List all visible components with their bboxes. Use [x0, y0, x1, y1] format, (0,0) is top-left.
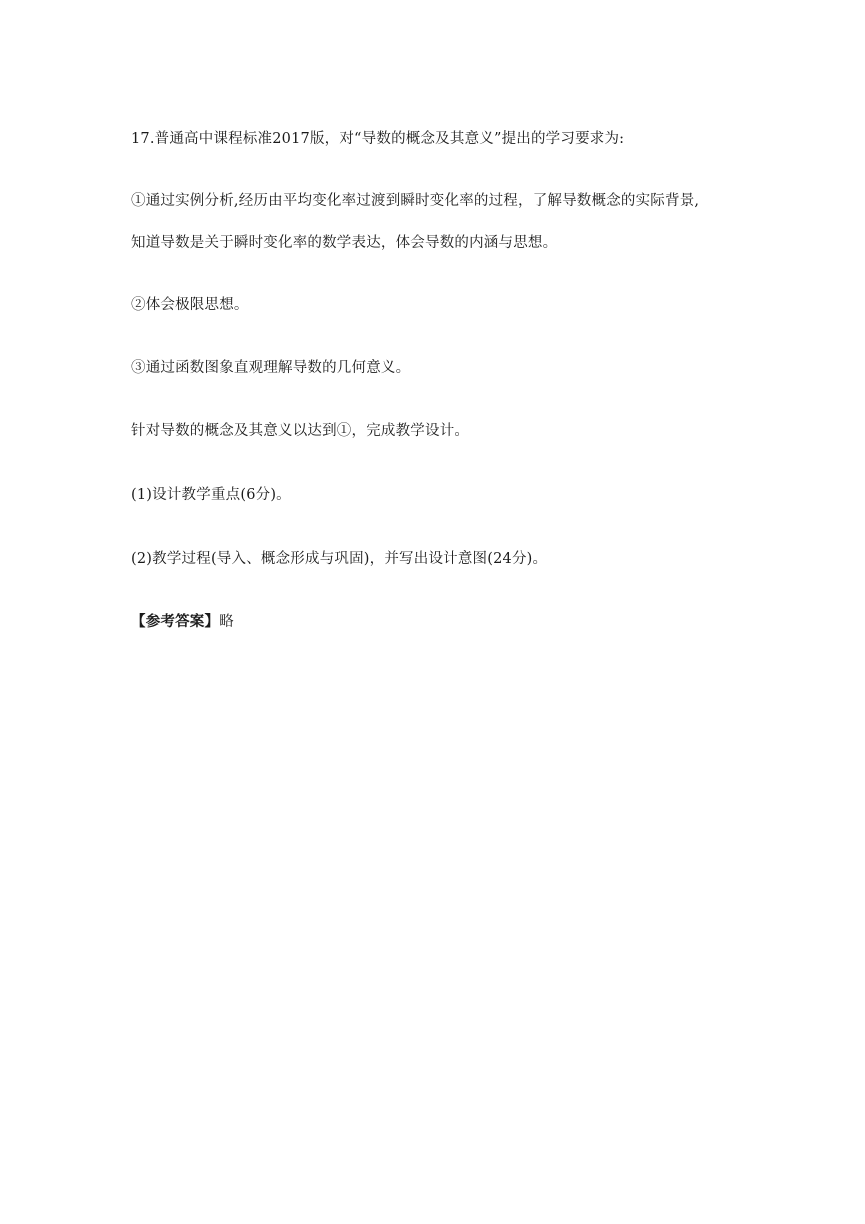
- question-intro: 17.普通高中课程标准2017版，对“导数的概念及其意义”提出的学习要求为:: [131, 131, 625, 147]
- reference-answer-label: 【参考答案】: [131, 613, 220, 630]
- part-1: (1)设计教学重点(6分)。: [131, 487, 291, 503]
- part-2: (2)教学过程(导入、概念形成与巩固)，并写出设计意图(24分)。: [131, 551, 548, 567]
- reference-answer-text: 略: [219, 614, 234, 630]
- reference-answer: [131, 612, 234, 632]
- requirement-2: ②体会极限思想。: [131, 297, 249, 313]
- requirement-3: ③通过函数图象直观理解导数的几何意义。: [131, 360, 411, 376]
- requirement-1-line-1: ①通过实例分析,经历由平均变化率过渡到瞬时变化率的过程，了解导数概念的实际背景,: [131, 193, 700, 209]
- requirement-1-line-2: 知道导数是关于瞬时变化率的数学表达，体会导数的内涵与思想。: [131, 235, 558, 251]
- task-statement: 针对导数的概念及其意义以达到①，完成教学设计。: [131, 423, 470, 439]
